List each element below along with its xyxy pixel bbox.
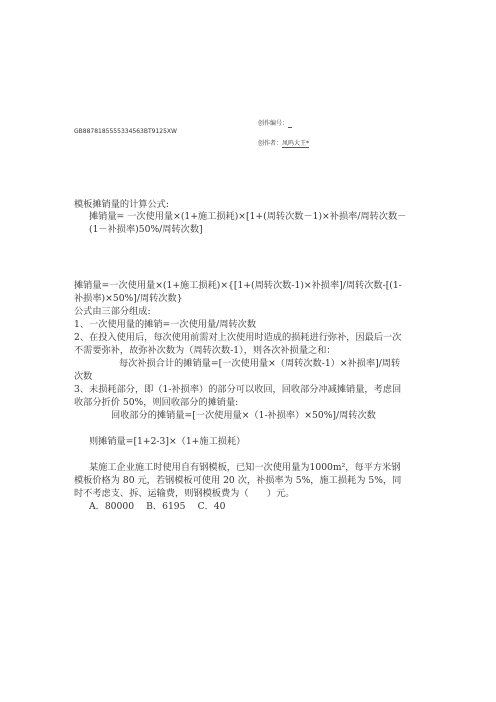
item-3: 3、未损耗部分，即（1-补损率）的部分可以收回，回收部分冲减摊销量，考虑回收部分折价 50%，则回收部分的摊销量:	[74, 384, 402, 408]
item-2-formula: 每次补损合计的摊销量=[一次使用量×（周转次数-1）×补损率]/周转次数	[74, 358, 401, 382]
doc-code: GB8878185555334563BT9125XW	[74, 128, 177, 135]
item-2: 2、在投入使用后，每次使用前需对上次使用时造成的损耗进行弥补，因最后一次不需要弥补，故弥补次数为（周转次数-1），则各次补损量之和：	[74, 332, 402, 356]
item-3-formula: 回收部分的摊销量=[一次使用量×（1-补损率）×50%]/周转次数	[111, 410, 376, 421]
item-1: 1、一次使用量的摊销=一次使用量/周转次数	[74, 319, 257, 330]
creation-number-blank	[288, 120, 292, 128]
result-line: 则摊销量=[1+2-3]×（1+施工损耗）	[89, 436, 246, 447]
creation-number-label: 创作编号：	[258, 120, 289, 127]
formula-block-2: 摊销量=一次使用量×(1+施工损耗)×{[1+(周转次数-1)×补损率]/周转次数-[(1-补损率)×50%]/周转次数}	[74, 280, 402, 304]
creation-number-line	[258, 118, 292, 128]
formula-block-1: 摊销量= 一次使用量×(1+施工损耗)×[1+(周转次数－1)×补损率/周转次数－(1－补损率)50%/周转次数]	[89, 211, 407, 235]
author-name: 凤呜大王*	[282, 140, 310, 147]
example-question: 某施工企业施工时使用自有钢模板，已知一次使用量为1000m²，每平方米钢模板价格为 80 元，若钢模板可使用 20 次，补损率为 5%，施工损耗为 5%，同时不考虑支、拆、运输费，则钢模板费为（ ）元。	[74, 462, 402, 499]
answer-options: A．80000 B．6195 C．40	[89, 501, 226, 512]
author-label: 创作者：	[258, 140, 283, 147]
consists-line: 公式由三部分组成:	[74, 306, 151, 317]
doc-title: 模板摊销量的计算公式:	[74, 199, 169, 210]
author-line	[258, 138, 309, 148]
